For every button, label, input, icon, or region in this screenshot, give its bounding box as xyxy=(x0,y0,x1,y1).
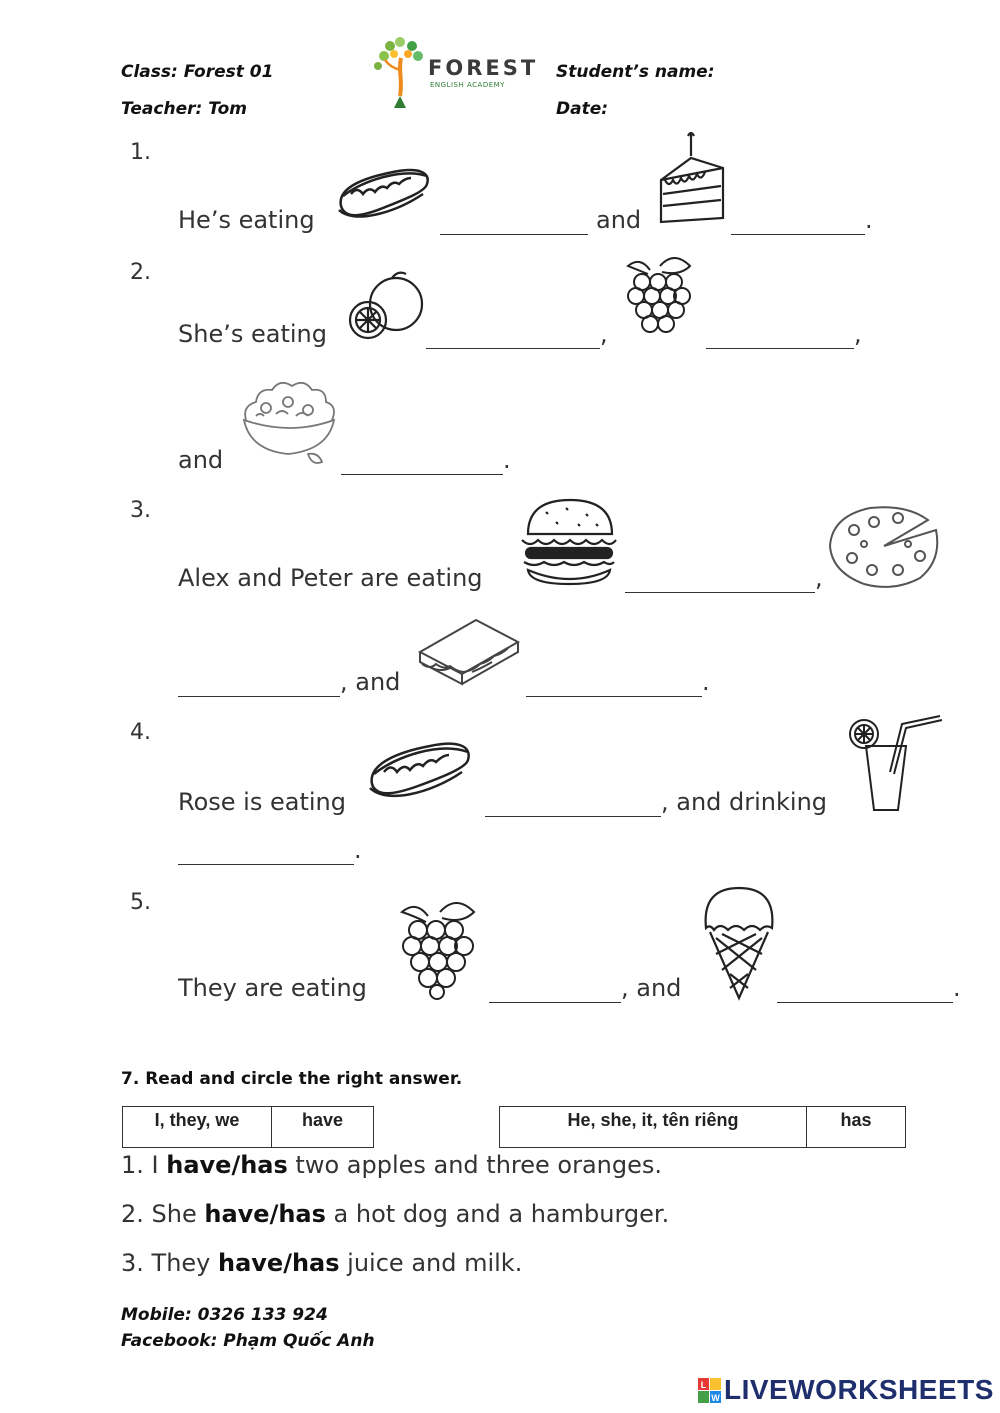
cake-picture xyxy=(655,130,727,230)
grapes-picture-2 xyxy=(394,896,484,1000)
item-5-blank-2[interactable] xyxy=(777,980,953,1003)
contact-mobile: Mobile: 0326 133 924 xyxy=(121,1305,328,1325)
item-3-number: 3. xyxy=(130,498,151,523)
item-3-blank-3[interactable] xyxy=(526,674,702,697)
forest-logo xyxy=(370,36,539,110)
item-2-sep-2: , xyxy=(854,320,862,348)
hotdog-picture xyxy=(333,158,433,230)
item-5-and: , and xyxy=(621,974,682,1002)
sentence-3 xyxy=(121,1249,522,1277)
item-4-end: . xyxy=(354,836,362,864)
item-4-blank-1[interactable] xyxy=(485,794,661,817)
item-4-and-drinking: , and drinking xyxy=(661,788,828,816)
item-2-blank-3[interactable] xyxy=(341,452,503,475)
sentence-1-start: 1. I xyxy=(121,1151,167,1179)
salad-picture xyxy=(236,366,340,470)
sentence-1 xyxy=(121,1151,662,1179)
sentence-2-start: 2. She xyxy=(121,1200,205,1228)
item-4-text: Rose is eating xyxy=(178,788,346,816)
rule-verb-have: have xyxy=(272,1107,374,1148)
item-1-end: . xyxy=(865,206,873,234)
item-2-sep-1: , xyxy=(600,320,608,348)
ice-cream-picture xyxy=(700,884,778,1002)
item-4-blank-2[interactable] xyxy=(178,842,354,865)
contact-facebook: Facebook: Phạm Quốc Anh xyxy=(121,1331,375,1351)
rule-table-plural xyxy=(122,1106,374,1148)
rule-subjects-plural: I, they, we xyxy=(123,1107,272,1148)
logo-title: FOREST xyxy=(428,56,539,80)
exercise-7-title: 7. Read and circle the right answer. xyxy=(121,1069,463,1089)
item-1-number: 1. xyxy=(130,140,151,165)
student-name-label: Student’s name: xyxy=(556,62,715,82)
item-2-end: . xyxy=(503,446,511,474)
item-2-number: 2. xyxy=(130,260,151,285)
item-5-number: 5. xyxy=(130,890,151,915)
rule-verb-has: has xyxy=(807,1107,906,1148)
rule-subjects-singular: He, she, it, tên riêng xyxy=(500,1107,807,1148)
liveworksheets-badge-icon xyxy=(698,1378,722,1404)
item-3-text: Alex and Peter are eating xyxy=(178,564,483,592)
sentence-2 xyxy=(121,1200,669,1228)
item-1-and: and xyxy=(596,206,642,234)
item-1-blank-2[interactable] xyxy=(731,212,865,235)
logo-subtitle: ENGLISH ACADEMY xyxy=(430,81,505,89)
item-1-blank-1[interactable] xyxy=(440,212,588,235)
item-3-and: , and xyxy=(340,668,401,696)
sentence-1-choice[interactable]: have/has xyxy=(166,1151,288,1179)
item-3-blank-1[interactable] xyxy=(625,570,815,593)
sandwich-picture xyxy=(412,612,524,694)
item-2-blank-1[interactable] xyxy=(426,326,600,349)
grapes-picture xyxy=(620,252,700,342)
sentence-1-end: two apples and three oranges. xyxy=(287,1151,663,1179)
item-2-and: and xyxy=(178,446,224,474)
badge-letter-w: W xyxy=(711,1393,720,1403)
item-2-blank-2[interactable] xyxy=(706,326,854,349)
juice-picture xyxy=(846,712,946,814)
sentence-3-end: juice and milk. xyxy=(339,1249,523,1277)
item-3-blank-2[interactable] xyxy=(178,674,340,697)
badge-letter-l: L xyxy=(700,1380,707,1390)
hamburger-picture xyxy=(516,494,622,590)
sentence-3-start: 3. They xyxy=(121,1249,218,1277)
rule-table-singular xyxy=(499,1106,906,1148)
orange-picture xyxy=(344,270,426,342)
teacher-label: Teacher: Tom xyxy=(121,99,248,119)
sentence-3-choice[interactable]: have/has xyxy=(218,1249,340,1277)
item-1-text: He’s eating xyxy=(178,206,315,234)
item-5-end: . xyxy=(953,974,961,1002)
liveworksheets-watermark: LIVEWORKSHEETS xyxy=(724,1374,994,1405)
date-label: Date: xyxy=(556,99,609,119)
class-label: Class: Forest 01 xyxy=(121,62,274,82)
pizza-picture xyxy=(824,500,946,592)
sentence-2-end: a hot dog and a hamburger. xyxy=(325,1200,670,1228)
sentence-2-choice[interactable]: have/has xyxy=(204,1200,326,1228)
item-5-text: They are eating xyxy=(178,974,367,1002)
hotdog-picture-2 xyxy=(364,732,474,810)
item-3-end: . xyxy=(702,668,710,696)
item-4-number: 4. xyxy=(130,720,151,745)
item-5-blank-1[interactable] xyxy=(489,980,621,1003)
item-3-sep-1: , xyxy=(815,564,823,592)
item-2-text: She’s eating xyxy=(178,320,327,348)
